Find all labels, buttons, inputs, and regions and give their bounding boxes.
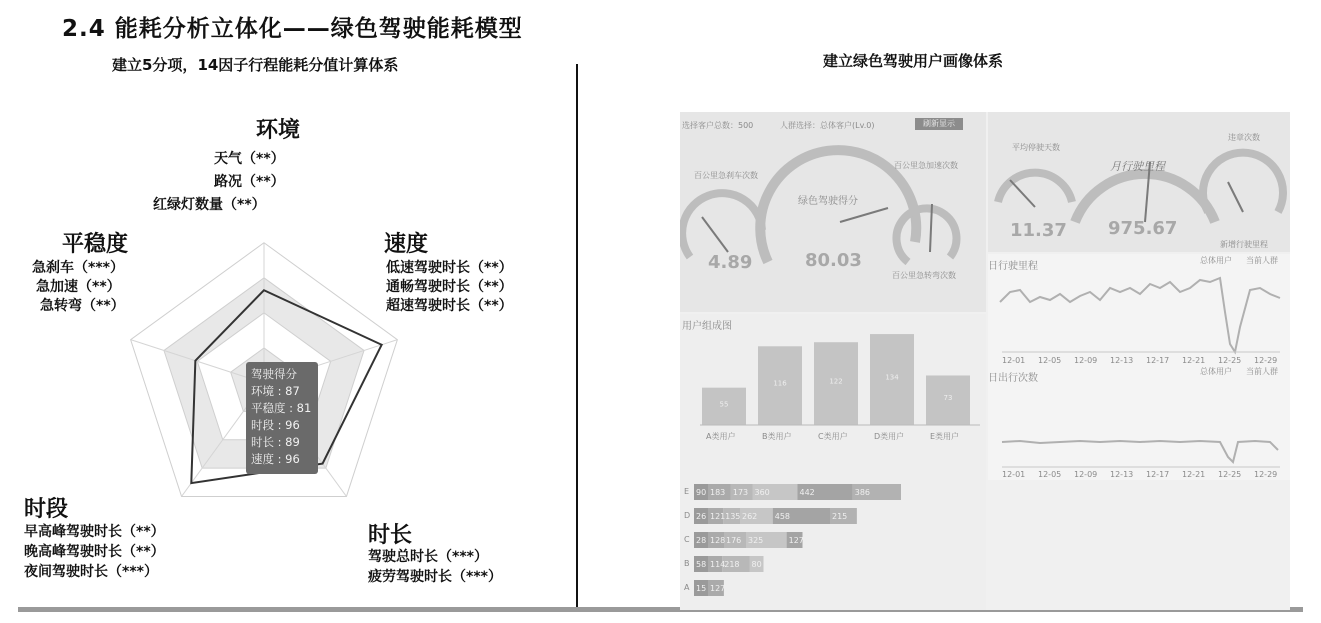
factor-period-2: 晚高峰驾驶时长（**） (24, 544, 165, 560)
date-label: 12-13 (1110, 470, 1134, 479)
stacked-segment-value: 215 (832, 512, 848, 521)
stacked-segment-value: 325 (748, 536, 764, 545)
daily-trips-line (1002, 441, 1278, 462)
group-title-period: 时段 (24, 497, 69, 522)
stacked-row-label: C (684, 535, 690, 544)
gauge-brake-arc (682, 193, 762, 257)
gauge-brake-value: 4.89 (708, 252, 753, 273)
stacked-segment-value: 114 (710, 560, 726, 569)
right-subtitle: 建立绿色驾驶用户画像体系 (823, 52, 1004, 70)
factor-env-3: 红绿灯数量（**） (153, 197, 266, 213)
stacked-segment-value: 442 (799, 488, 815, 497)
factor-period-3: 夜间驾驶时长（***） (24, 564, 158, 580)
bar-category-label: D类用户 (874, 432, 905, 441)
needle-days (1010, 180, 1035, 207)
daily-mileage-title: 日行驶里程 (988, 261, 1038, 272)
gauge-days-value: 11.37 (1010, 220, 1067, 241)
gauge-violation-arc (1203, 153, 1283, 212)
date-label: 12-13 (1110, 356, 1134, 365)
date-label: 12-21 (1182, 356, 1206, 365)
tooltip-line-env: 环境 : 87 (251, 384, 300, 398)
score-tooltip (246, 362, 318, 474)
daily-trips-legend-1: 总体用户 (1200, 367, 1232, 376)
factor-duration-1: 驾驶总时长（***） (368, 549, 488, 565)
factor-stability-1: 急刹车（***） (32, 260, 124, 276)
tooltip-line-duration: 时长 : 89 (251, 435, 300, 449)
gauge-new-label: 新增行驶里程 (1220, 240, 1268, 249)
stacked-segment-value: 127 (788, 536, 804, 545)
stacked-segment-value: 176 (726, 536, 742, 545)
date-label: 12-01 (1002, 356, 1026, 365)
stacked-row-label: D (684, 511, 691, 520)
daily-mileage-legend-2: 当前人群 (1246, 256, 1278, 265)
factor-stability-2: 急加速（**） (36, 279, 121, 295)
gauge-days-arc (998, 173, 1072, 202)
factor-duration-2: 疲劳驾驶时长（***） (368, 569, 502, 585)
stacked-segment-value: 26 (696, 512, 707, 521)
factor-env-2: 路况（**） (214, 174, 285, 190)
bar-category-label: B类用户 (762, 432, 792, 441)
stacked-segment-value: 458 (774, 512, 791, 521)
factor-speed-1: 低速驾驶时长（**） (386, 260, 513, 276)
tooltip-line-speed: 速度 : 96 (251, 452, 300, 466)
gauge-monthly-label: 月行驶里程 (1110, 160, 1165, 173)
gauge-score-value: 80.03 (805, 250, 862, 271)
stacked-segment-value: 173 (732, 488, 749, 497)
bar-category-label: E类用户 (930, 432, 960, 441)
dash-bar-value: 122 (829, 377, 843, 386)
daily-mileage-line (1000, 278, 1280, 352)
factor-period-1: 早高峰驾驶时长（**） (24, 524, 165, 540)
stacked-row-label: E (684, 487, 690, 496)
dash-selected-users: 选择客户总数：500 (682, 121, 754, 130)
bar-chart-title: 用户组成图 (682, 321, 732, 332)
stacked-segment-value: 121 (710, 512, 726, 521)
group-title-speed: 速度 (384, 232, 429, 257)
date-label: 12-05 (1038, 356, 1062, 365)
gauge-turn-label: 百公里急转弯次数 (892, 271, 956, 280)
factor-speed-3: 超速驾驶时长（**） (386, 298, 513, 314)
group-title-env: 环境 (256, 118, 301, 143)
gauge-brake-label: 百公里急刹车次数 (694, 171, 758, 180)
date-label: 12-05 (1038, 470, 1062, 479)
needle-violation (1228, 182, 1243, 212)
tooltip-line-stability: 平稳度 : 81 (251, 401, 312, 415)
dashboard-image (680, 112, 1290, 610)
dash-bar-value: 116 (773, 379, 787, 388)
bar-category-label: C类用户 (818, 432, 848, 441)
stacked-segment-value: 80 (751, 560, 762, 569)
tooltip-line-period: 时段 : 96 (251, 418, 300, 432)
stacked-segment-value: 58 (696, 560, 707, 569)
dash-bar-chart (702, 334, 970, 425)
gauge-arcs (682, 150, 1283, 262)
date-label: 12-25 (1218, 470, 1242, 479)
date-label: 12-09 (1074, 356, 1098, 365)
group-title-duration: 时长 (368, 523, 413, 548)
needle-score (840, 208, 888, 222)
stacked-segment-value: 218 (724, 560, 740, 569)
stacked-segment-value: 90 (696, 488, 707, 497)
stacked-segment-value: 127 (710, 584, 726, 593)
vertical-divider (576, 64, 578, 610)
gauge-violation-label: 违章次数 (1228, 133, 1260, 142)
daily-mileage-legend-1: 总体用户 (1200, 256, 1232, 265)
stacked-row-label: B (684, 559, 690, 568)
date-label: 12-29 (1254, 470, 1278, 479)
date-label: 12-17 (1146, 470, 1170, 479)
stacked-segment-value: 360 (754, 488, 770, 497)
stacked-segment-value: 135 (725, 512, 741, 521)
gauge-accel-arc (896, 208, 956, 262)
gauge-score-label: 绿色驾驶得分 (798, 196, 858, 207)
date-label: 12-01 (1002, 470, 1026, 479)
dash-bar-value: 134 (885, 373, 899, 382)
stacked-segment-value: 262 (742, 512, 758, 521)
factor-env-1: 天气（**） (214, 151, 285, 167)
date-label: 12-09 (1074, 470, 1098, 479)
needle-brake (702, 217, 728, 252)
bar-category-label: A类用户 (706, 432, 736, 441)
stacked-segment-value: 128 (710, 536, 726, 545)
date-label: 12-17 (1146, 356, 1170, 365)
stacked-segment-value: 28 (696, 536, 707, 545)
date-label: 12-29 (1254, 356, 1278, 365)
factor-stability-3: 急转弯（**） (40, 298, 125, 314)
stacked-segment-value: 183 (710, 488, 726, 497)
gauge-days-label: 平均停驶天数 (1012, 143, 1060, 152)
stacked-row-label: A (684, 583, 690, 592)
slide-title: 2.4 能耗分析立体化——绿色驾驶能耗模型 (62, 16, 523, 42)
date-label: 12-25 (1218, 356, 1242, 365)
factor-speed-2: 通畅驾驶时长（**） (386, 279, 513, 295)
left-subtitle: 建立5分项，14因子行程能耗分值计算体系 (112, 56, 399, 74)
group-title-stability: 平稳度 (62, 232, 129, 257)
gauge-accel-label: 百公里急加速次数 (894, 161, 958, 170)
dash-bar-value: 55 (719, 400, 729, 409)
date-label: 12-21 (1182, 470, 1206, 479)
dash-crowd: 人群选择：总体客户(Lv.0) (780, 121, 875, 130)
stacked-segment-value: 15 (696, 584, 707, 593)
gauge-monthly-value: 975.67 (1108, 218, 1178, 239)
dash-bar-value: 73 (943, 394, 953, 403)
dash-refresh-button: 刷新显示 (915, 118, 963, 130)
daily-trips-title: 日出行次数 (988, 373, 1038, 384)
tooltip-title: 驾驶得分 (251, 367, 297, 381)
daily-trips-legend-2: 当前人群 (1246, 367, 1278, 376)
stacked-segment-value: 386 (854, 488, 871, 497)
